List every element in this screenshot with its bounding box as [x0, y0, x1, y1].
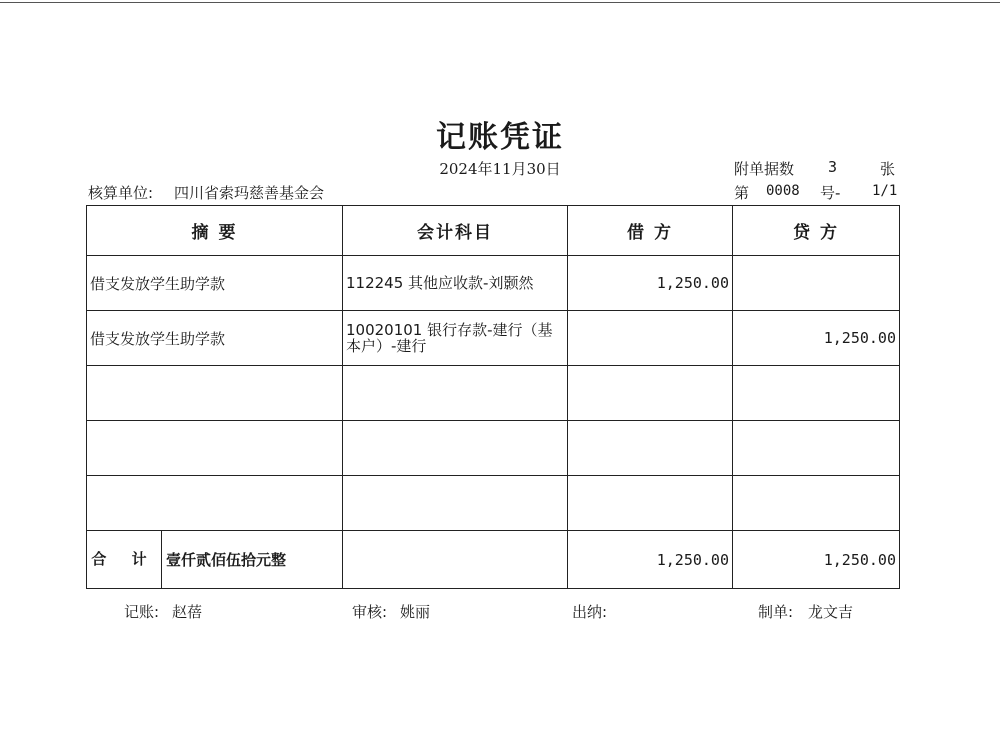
cashier-label: 出纳:	[572, 603, 608, 621]
entry-account	[343, 366, 568, 421]
entry-credit: 1,250.00	[733, 311, 900, 366]
table-row	[87, 476, 900, 531]
table-row	[87, 421, 900, 476]
voucher-table	[86, 205, 900, 589]
entry-summary	[87, 421, 343, 476]
scan-edge-line	[0, 2, 1000, 3]
table-row	[87, 256, 900, 311]
unit-label: 核算单位:	[88, 184, 154, 202]
table-row	[87, 366, 900, 421]
total-account-blank	[343, 531, 568, 589]
table-row	[87, 311, 900, 366]
voucher-page: 1/1	[872, 183, 898, 199]
col-header-credit: 贷 方	[733, 206, 900, 256]
entry-account: 112245 其他应收款-刘颢然	[343, 256, 568, 311]
table-header-row	[87, 206, 900, 256]
entry-credit	[733, 421, 900, 476]
entry-debit	[568, 421, 733, 476]
attach-label: 附单据数	[734, 160, 795, 178]
col-header-debit: 借 方	[568, 206, 733, 256]
attach-unit: 张	[880, 160, 896, 178]
bookkeeper-name: 赵蓓	[172, 603, 203, 621]
entry-account	[343, 421, 568, 476]
total-cell	[87, 531, 343, 589]
entry-account	[343, 476, 568, 531]
voucher-no: 0008	[766, 183, 800, 199]
unit-name: 四川省索玛慈善基金会	[174, 184, 325, 202]
total-label: 合 计	[87, 531, 162, 588]
reviewer-name: 姚丽	[400, 603, 431, 621]
total-credit: 1,250.00	[733, 531, 900, 589]
preparer-label: 制单:	[758, 603, 794, 621]
entry-debit	[568, 476, 733, 531]
entry-credit	[733, 256, 900, 311]
entry-summary	[87, 366, 343, 421]
entry-debit: 1,250.00	[568, 256, 733, 311]
bookkeeper-label: 记账:	[124, 603, 160, 621]
reviewer-label: 审核:	[352, 603, 388, 621]
entry-summary: 借支发放学生助学款	[87, 311, 343, 366]
total-row	[87, 531, 900, 589]
entry-debit	[568, 311, 733, 366]
entry-credit	[733, 476, 900, 531]
voucher-title: 记账凭证	[436, 120, 564, 155]
entry-debit	[568, 366, 733, 421]
voucher-no-prefix: 第	[734, 184, 750, 202]
entry-credit	[733, 366, 900, 421]
col-header-account: 会计科目	[343, 206, 568, 256]
voucher-date: 2024年11月30日	[439, 160, 561, 178]
entry-account: 10020101 银行存款-建行（基本户）-建行	[343, 311, 568, 366]
entry-summary	[87, 476, 343, 531]
entry-summary: 借支发放学生助学款	[87, 256, 343, 311]
voucher-no-suffix: 号-	[820, 184, 841, 202]
total-debit: 1,250.00	[568, 531, 733, 589]
col-header-summary: 摘 要	[87, 206, 343, 256]
attach-count: 3	[828, 158, 838, 176]
preparer-name: 龙文吉	[808, 603, 854, 621]
total-in-words: 壹仟贰佰伍拾元整	[166, 551, 287, 569]
